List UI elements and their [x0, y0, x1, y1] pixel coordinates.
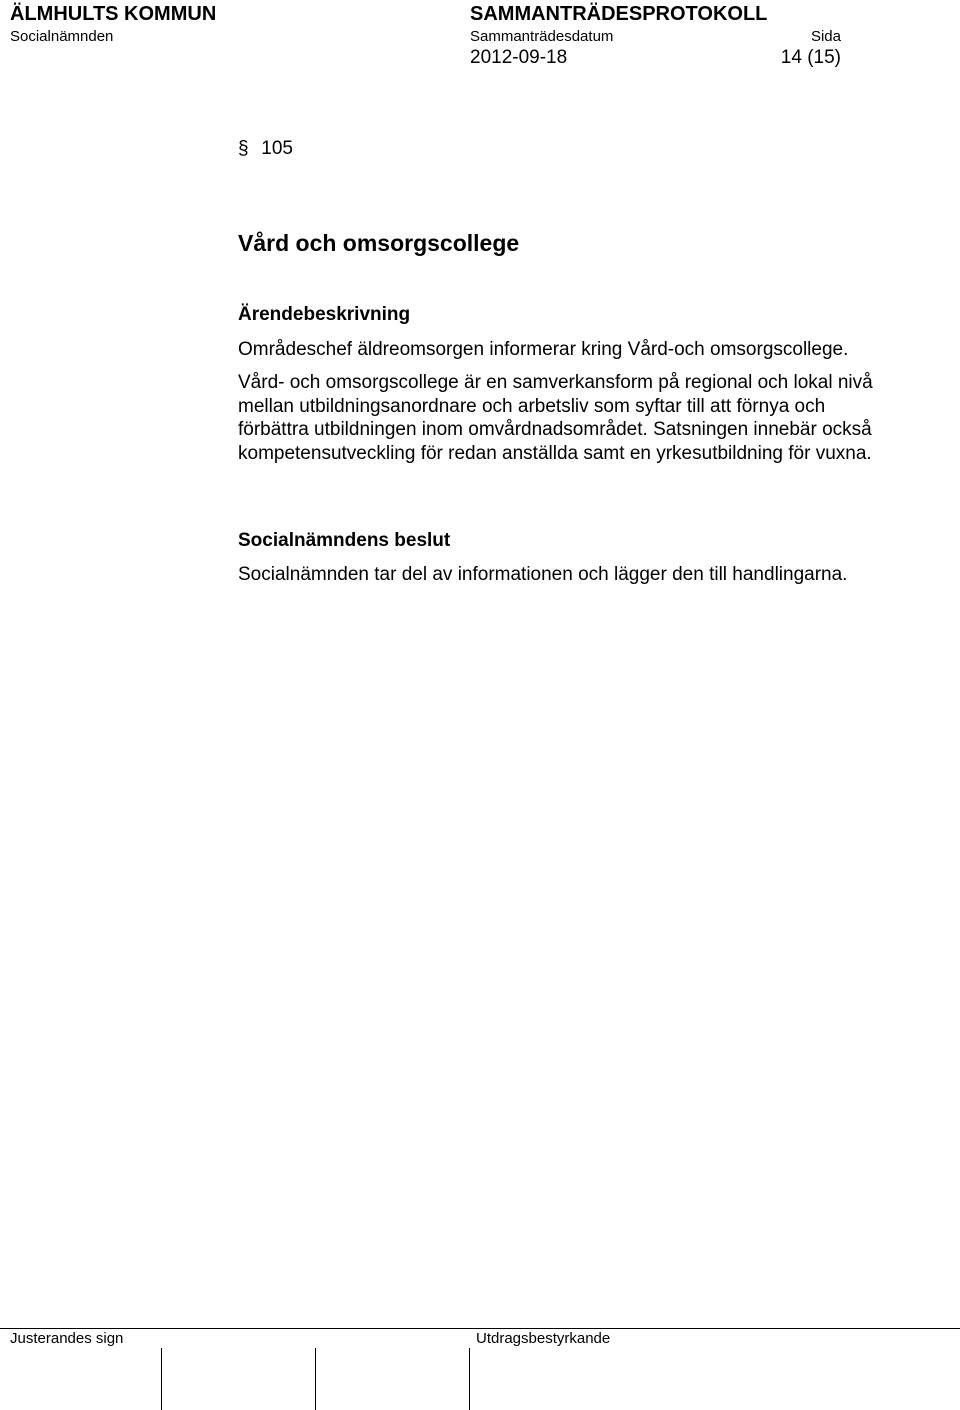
section-sign: §	[238, 138, 249, 159]
section-number: 105	[261, 138, 293, 159]
organization-name: ÄLMHULTS KOMMUN	[10, 3, 217, 25]
footer-divider	[0, 1328, 960, 1329]
decision-text: Socialnämnden tar del av informationen och lägger den till handlingarna.	[238, 564, 848, 585]
agenda-item-title: Vård och omsorgscollege	[238, 230, 520, 256]
page-number: 14 (15)	[780, 47, 841, 68]
case-description-paragraph: Vård- och omsorgscollege är en samverkansform på regional och lokal nivå mellan utbildningsanordnare och arbetsliv som syftar till att förnya och förbättra utbildningen inom omvårdnadsområdet. Satsningen innebär också kompetensutveckling för redan anställda samt en yrkesutbildning för vuxna.	[238, 372, 873, 464]
meeting-date-label: Sammanträdesdatum	[470, 28, 614, 45]
signature-box-divider	[315, 1348, 316, 1410]
document-type: SAMMANTRÄDESPROTOKOLL	[470, 3, 768, 25]
adjusters-signature-label: Justerandes sign	[10, 1330, 124, 1347]
case-description-paragraph: Områdeschef äldreomsorgen informerar kring Vård-och omsorgscollege.	[238, 339, 849, 360]
section-heading	[238, 138, 293, 160]
case-description-heading: Ärendebeskrivning	[238, 304, 411, 325]
committee-name: Socialnämnden	[10, 28, 114, 45]
extract-certification-label: Utdragsbestyrkande	[476, 1330, 611, 1347]
signature-box-divider	[469, 1348, 470, 1410]
decision-heading: Socialnämndens beslut	[238, 530, 451, 551]
meeting-date: 2012-09-18	[470, 47, 568, 68]
page-label: Sida	[810, 28, 841, 45]
signature-box-divider	[161, 1348, 162, 1410]
